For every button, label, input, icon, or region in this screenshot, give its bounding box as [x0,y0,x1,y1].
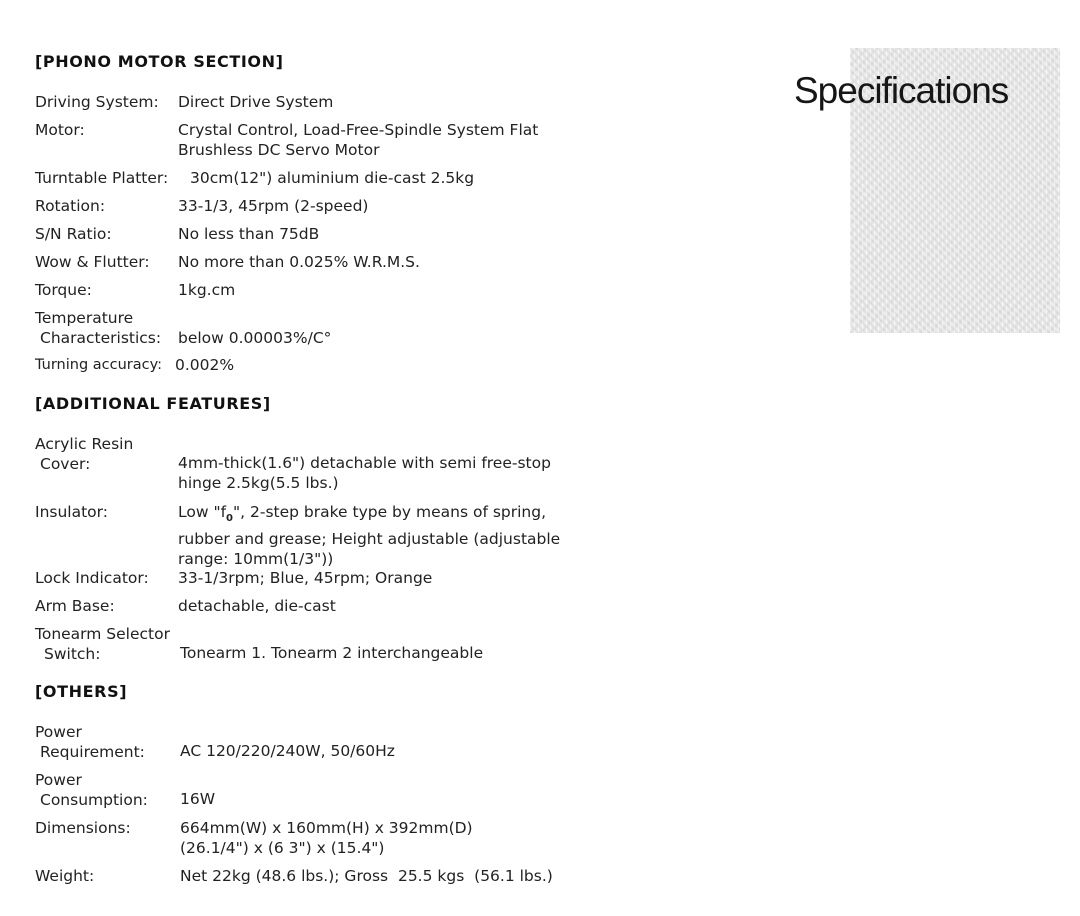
spec-label: Arm Base: [35,597,115,615]
spec-label-line2: Characteristics: [40,329,162,347]
insulator-value-prefix: Low "f [178,503,227,521]
spec-value: Direct Drive System [178,93,334,111]
spec-label: Turntable Platter: [35,169,169,187]
spec-label: S/N Ratio: [35,225,112,243]
spec-label-line1: Temperature [35,309,134,327]
spec-value: 33-1/3rpm; Blue, 45rpm; Orange [178,569,433,587]
spec-value: No more than 0.025% W.R.M.S. [178,253,420,271]
spec-label-line1: Power [35,723,82,741]
spec-label: Lock Indicator: [35,569,149,587]
spec-label: Weight: [35,867,95,885]
spec-label-line1: Tonearm Selector [35,625,170,643]
spec-label: Dimensions: [35,819,131,837]
spec-value: 16W [180,790,216,808]
spec-label-line1: Power [35,771,82,789]
spec-value: 33-1/3, 45rpm (2-speed) [178,197,369,215]
spec-value: Net 22kg (48.6 lbs.); Gross 25.5 kgs (56.1 lbs.) [180,867,553,885]
spec-value: detachable, die-cast [178,597,336,615]
spec-value: AC 120/220/240W, 50/60Hz [180,742,395,760]
spec-value: below 0.00003%/C° [178,329,332,347]
spec-value: 1kg.cm [178,281,236,299]
insulator-value-subscript: 0 [226,513,234,525]
spec-label: Rotation: [35,197,106,215]
section-title-phono-motor: [PHONO MOTOR SECTION] [35,52,284,71]
spec-label-line2: Switch: [44,645,101,663]
spec-value [178,502,608,569]
spec-label [35,770,185,810]
spec-value: 0.002% [175,356,235,374]
spec-label-line1: Acrylic Resin [35,435,134,453]
spec-label: Driving System: [35,93,159,111]
spec-value: No less than 75dB [178,225,320,243]
spec-value: Crystal Control, Load-Free-Spindle System Flat Brushless DC Servo Motor [178,121,539,159]
spec-label [35,624,185,664]
spec-label-line2: Consumption: [40,791,148,809]
page-title: Specifications [794,70,1009,111]
section-title-others: [OTHERS] [35,682,128,701]
spec-label-line2: Cover: [40,455,91,473]
section-title-additional-features: [ADDITIONAL FEATURES] [35,394,271,413]
spec-value: 664mm(W) x 160mm(H) x 392mm(D) (26.1/4") x (6 3") x (15.4") [180,819,473,857]
spec-label: Torque: [35,281,92,299]
specifications-title-block [790,48,1060,333]
spec-value: 30cm(12") aluminium die-cast 2.5kg [190,169,475,187]
insulator-value-suffix: ", 2-step brake type by means of spring, rubber and grease; Height adjustable (adjustable range: 10mm(1/3")) [178,503,561,569]
spec-label: Turning accuracy: [35,357,163,373]
spec-label [35,722,185,762]
spec-label: Wow & Flutter: [35,253,150,271]
spec-value: 4mm-thick(1.6") detachable with semi free-stop hinge 2.5kg(5.5 lbs.) [178,454,551,492]
spec-label [35,308,185,348]
spec-label: Motor: [35,121,85,139]
spec-label-line2: Requirement: [40,743,145,761]
spec-label: Insulator: [35,503,108,521]
spec-value: Tonearm 1. Tonearm 2 interchangeable [180,644,484,662]
spec-label [35,434,185,474]
